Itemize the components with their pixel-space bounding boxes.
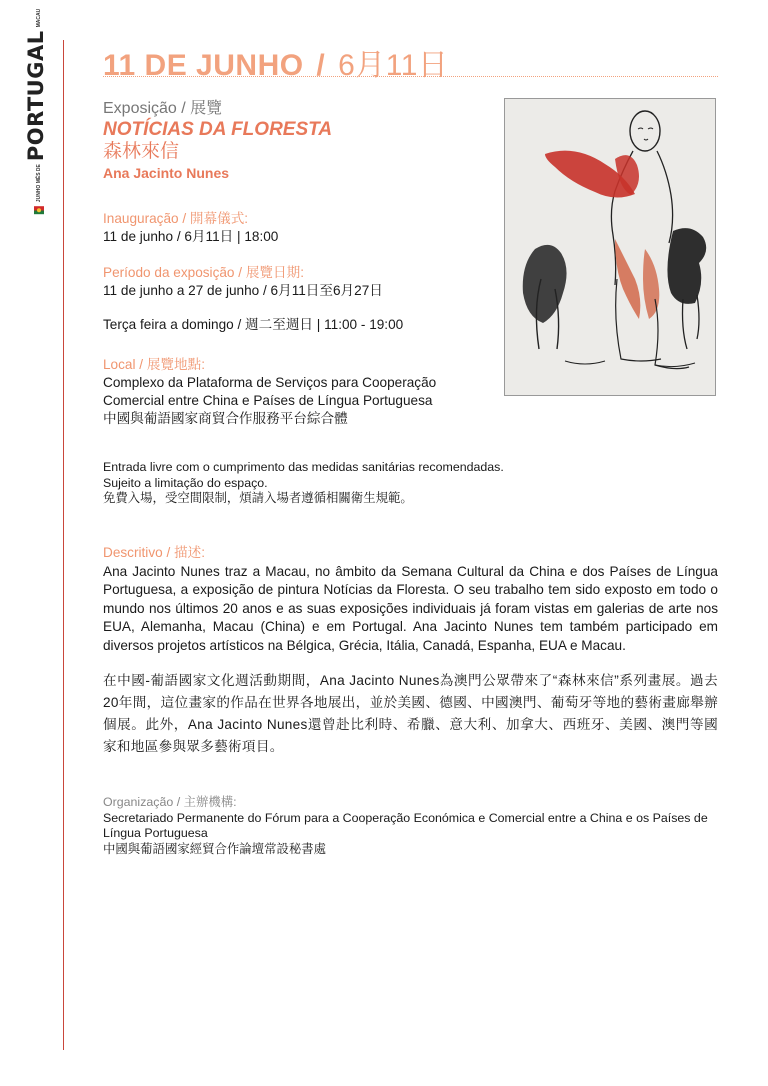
period-block: [103, 264, 503, 334]
entry-line-2: Sujeito a limitação do espaço.: [103, 475, 268, 490]
period-label: Período da exposição / 展覽日期:: [103, 265, 304, 280]
description-pt: Ana Jacinto Nunes traz a Macau, no âmbito da Semana Cultural da China e dos Países de Língua Portuguesa, a exposição de pintura Notícias da Floresta. O seu trabalho tem sido exposto em todo o mundo nos últimos 20 anos e as suas exposições individuais já foram vistas em galerias de arte nos EUA, Alemanha, Macau (China) e em Portugal. Ana Jacinto Nunes tem também participado em diversos projetos artísticos na Bélgica, Grécia, Itália, Canadá, Espanha, EUA e Macau.: [103, 563, 718, 653]
venue-line-3: 中國與葡語國家商貿合作服務平台綜合體: [103, 411, 348, 426]
painting-image: [504, 98, 716, 396]
period-value: 11 de junho a 27 de junho / 6月11日至6月27日: [103, 283, 383, 298]
description-label: Descritivo / 描述:: [103, 545, 205, 560]
logo: [16, 8, 56, 203]
date-slash: /: [316, 49, 326, 82]
flag-icon: [34, 206, 44, 214]
organization-cn: 中國與葡語國家經貿合作論壇常設秘書處: [103, 841, 327, 856]
date-cn: 6月11日: [338, 49, 449, 82]
page-header: [103, 40, 718, 84]
description-block: [103, 544, 718, 758]
event-title-cn: 森林來信: [103, 141, 180, 162]
period-hours: Terça feira a domingo / 週二至週日 | 11:00 - 19:00: [103, 317, 404, 332]
event-artist: Ana Jacinto Nunes: [103, 165, 230, 181]
date-pt: 11 DE JUNHO: [103, 49, 304, 82]
opening-block: [103, 210, 503, 246]
event-title-pt: NOTÍCIAS DA FLORESTA: [103, 119, 333, 140]
entry-line-1: Entrada livre com o cumprimento das medidas sanitárias recomendadas.: [103, 460, 504, 474]
venue-label: Local / 展覽地點:: [103, 357, 205, 372]
sidebar: [0, 0, 64, 1086]
venue-line-2: Comercial entre China e Países de Língua Portuguesa: [103, 393, 433, 408]
opening-label: Inauguração / 開幕儀式:: [103, 211, 249, 226]
opening-value: 11 de junho / 6月11日 | 18:00: [103, 229, 279, 244]
organization-block: [103, 795, 718, 857]
logo-small-text: JUNHO MÊS DE: [35, 164, 42, 203]
logo-partner: MACAU: [35, 8, 42, 28]
logo-word: PORTUGAL: [24, 30, 48, 162]
organization-label: Organização / 主辦機構:: [103, 795, 237, 809]
logo-wordmark: [24, 6, 48, 214]
vertical-rule: [63, 40, 64, 1050]
venue-block: [103, 356, 523, 428]
painting-figures-icon: [505, 99, 715, 395]
venue-line-1: Complexo da Plataforma de Serviços para Cooperação: [103, 375, 437, 390]
event-category: Exposição / 展覽: [103, 100, 223, 117]
entry-note: [103, 460, 718, 507]
description-cn: 在中國-葡語國家文化週活動期間，Ana Jacinto Nunes為澳門公眾帶來了“森林來信”系列畫展。過去20年間，這位畫家的作品在世界各地展出，並於美國、德國、中國澳門、葡萄牙等地的藝術畫廊舉辦個展。此外，Ana Jacinto Nunes還曾赴比利時、希臘、意大利、加拿大、西班牙、美國、澳門等國家和地區參與眾多藝術項目。: [103, 672, 718, 754]
organization-pt: Secretariado Permanente do Fórum para a Cooperação Económica e Comercial entre a China e os Países de Língua Portuguesa: [103, 810, 708, 840]
event-title-block: [103, 100, 503, 182]
entry-line-3: 免費入場，受空間限制，煩請入場者遵循相關衛生規範。: [103, 491, 413, 505]
header-divider: [103, 76, 718, 77]
